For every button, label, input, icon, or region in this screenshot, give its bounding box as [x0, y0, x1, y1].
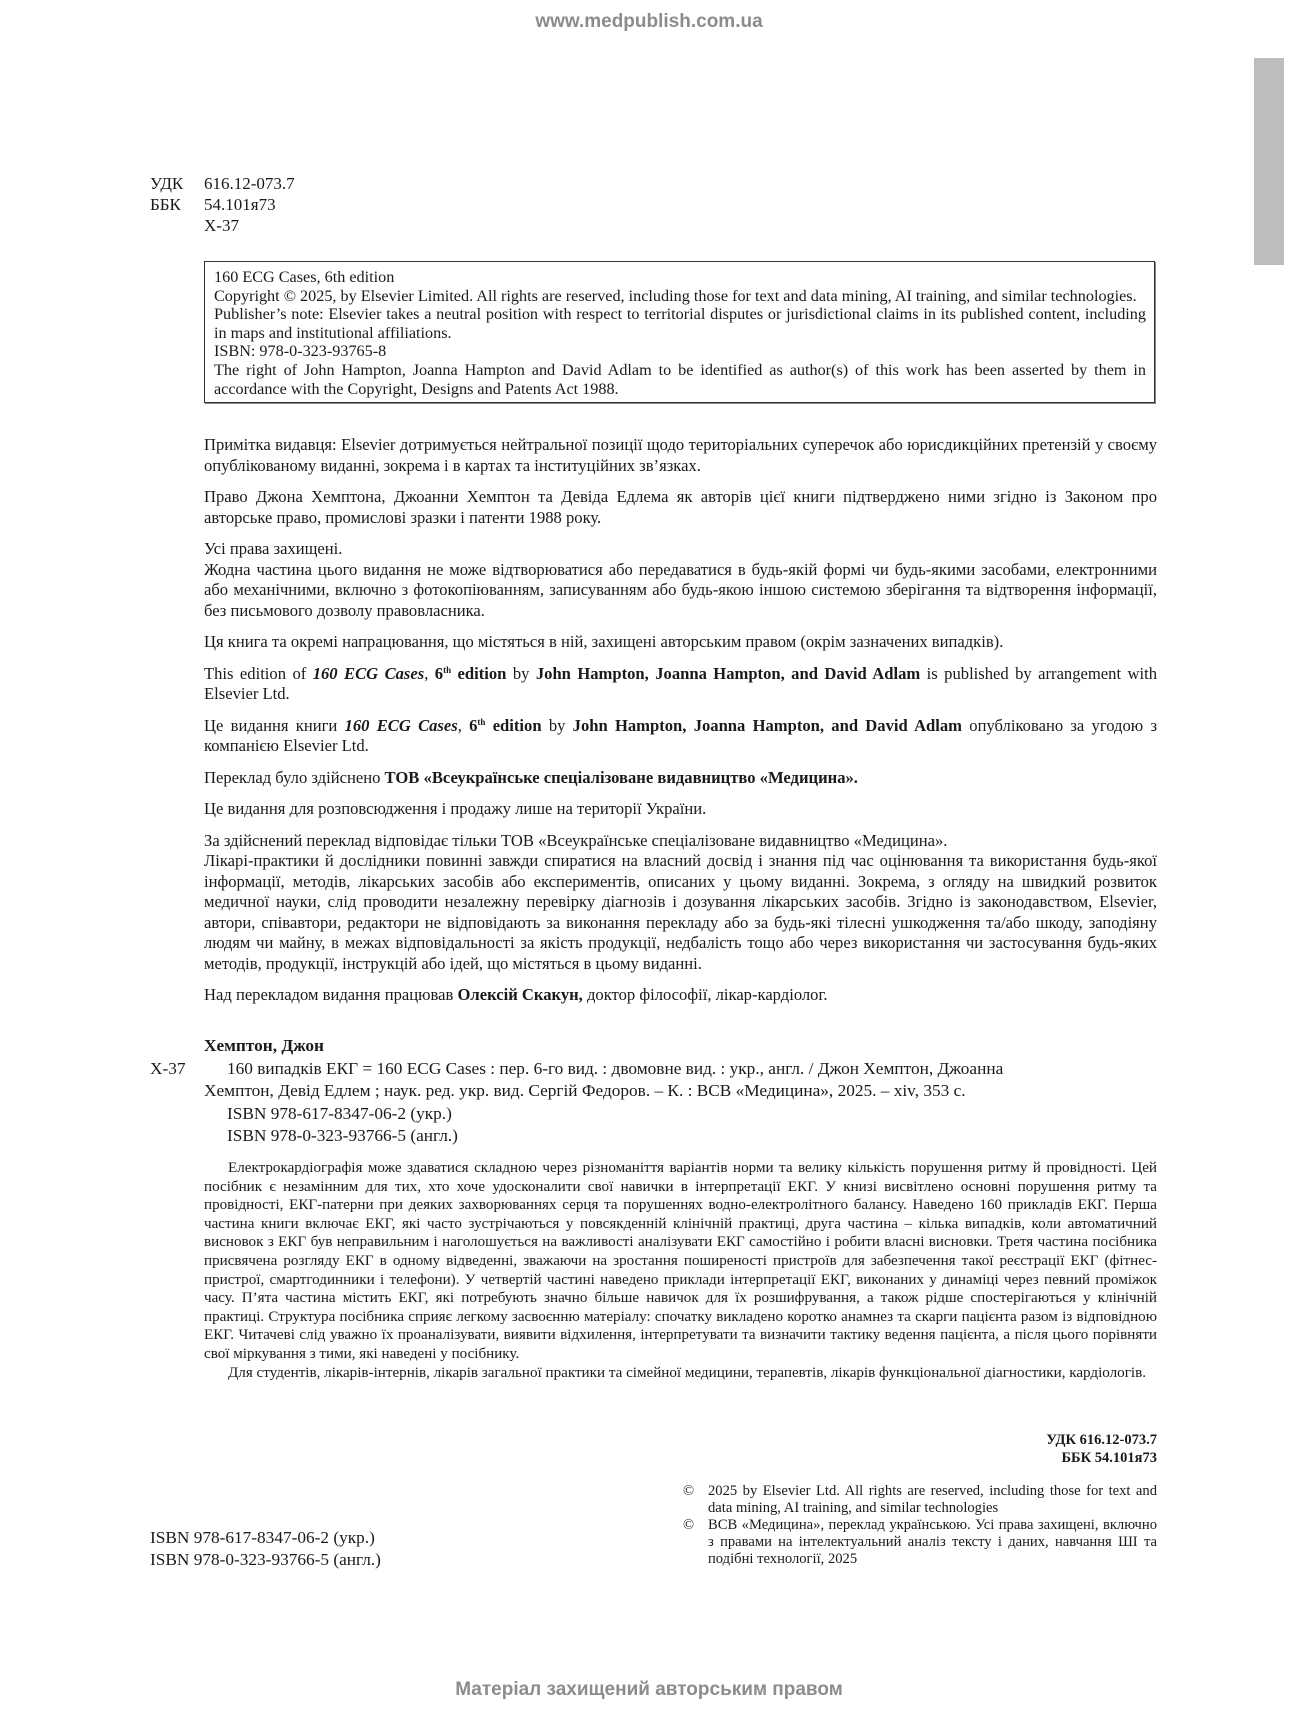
classification-right	[1046, 1431, 1157, 1467]
catalog-description-1: 160 випадків ЕКГ = 160 ECG Cases : пер. 6-го вид. : двомовне вид. : укр., англ. / Джон Хемптон, Джоанна	[227, 1058, 1004, 1078]
original-copyright-box	[204, 261, 1155, 403]
catalog-record	[150, 1035, 1157, 1148]
original-copyright: Copyright © 2025, by Elsevier Limited. All rights are reserved, including those for text and data mining, AI training, and similar technologies.	[214, 286, 1137, 305]
edition-en-by: by	[506, 663, 536, 683]
udk-value: 616.12-073.7	[204, 174, 295, 193]
rights-item-elsevier	[683, 1483, 1157, 1517]
rights-text-elsevier: 2025 by Elsevier Ltd. All rights are reserved, including those for text and data mining, AI training, and similar technologies	[708, 1483, 1157, 1516]
annotation-audience: Для студентів, лікарів-інтернів, лікарів загальної практики та сімейної медицини, терапевтів, лікарів функціональної діагностики, кардіологів.	[228, 1364, 1146, 1381]
bbk-value: 54.101я73	[204, 195, 276, 214]
edition-ua-title: 160 ECG Cases	[344, 715, 458, 735]
author-mark-value: Х-37	[204, 216, 239, 235]
bbk-row	[150, 194, 295, 215]
edition-en-comma: ,	[424, 663, 435, 683]
copyright-icon: ©	[683, 1516, 695, 1533]
publisher-note-ua: Примітка видавця: Elsevier дотримується нейтральної позиції щодо територіальних суперечок або юрисдикційних претензій у своєму опублікованому виданні, зокрема і в картах та інституційних зв’язках.	[204, 435, 1157, 475]
catalog-description-2: Хемптон, Девід Едлем ; наук. ред. укр. вид. Сергій Федоров. – К. : ВСВ «Медицина», 2025. – xiv, 353 с.	[204, 1081, 966, 1100]
isbn-ua: ISBN 978-617-8347-06-2 (укр.)	[150, 1528, 375, 1547]
edition-arrangement-en	[204, 664, 1157, 705]
no-reproduction-notice: Жодна частина цього видання не може відтворюватися або передаватися в будь-якій формі чи будь-якими засобами, електронними або механічними, включно з фотокопіюванням, записуванням або будь-якою іншою системою зберігання та відтворення інформації, без письмового дозволу правовласника.	[204, 559, 1157, 620]
translation-credit	[204, 768, 1157, 789]
edition-arrangement-ua	[204, 716, 1157, 757]
catalog-isbn-ua: ISBN 978-617-8347-06-2 (укр.)	[227, 1103, 452, 1123]
author-mark-label	[150, 215, 204, 236]
copyright-icon: ©	[683, 1483, 695, 1499]
edition-en-authors: John Hampton, Joanna Hampton, and David Adlam	[535, 663, 921, 683]
watermark-site-url: www.medpublish.com.ua	[535, 11, 763, 32]
edition-en-post: is published by arrangement with Elsevier Ltd.	[204, 663, 1158, 703]
edition-en-pre: This edition of	[204, 663, 313, 683]
classification-codes	[150, 173, 295, 236]
original-title: 160 ECG Cases, 6th edition	[214, 268, 395, 286]
translator-credit	[204, 985, 1157, 1006]
edition-en-title: 160 ECG Cases	[312, 663, 425, 683]
translation-org: ТОВ «Всеукраїнське спеціалізоване видавництво «Медицина».	[384, 767, 858, 787]
edition-ua-by: by	[541, 715, 573, 735]
original-author-rights: The right of John Hampton, Joanna Hampton and David Adlam to be identified as author(s) of this work has been asserted by them in accordance with the Copyright, Designs and Patents Act 1988.	[214, 360, 1146, 398]
all-rights-reserved: Усі права захищені.	[204, 539, 343, 558]
translator-pre: Над перекладом видання працював	[204, 985, 458, 1004]
translation-responsibility: За здійснений переклад відповідає тільки ТОВ «Всеукраїнське спеціалізоване видавництво «Медицина».	[204, 830, 948, 850]
udk-label: УДК	[150, 174, 184, 193]
legal-notices	[204, 435, 1157, 1017]
udk-row	[150, 173, 295, 194]
edition-ua-sup: th	[477, 716, 486, 727]
edition-ua-post: опубліковано за угодою з компанією Elsevier Ltd.	[204, 715, 1158, 755]
copyright-protection-notice: Ця книга та окремі напрацювання, що містяться в ній, захищені авторським правом (окрім зазначених випадків).	[204, 632, 1004, 651]
isbn-block	[150, 1527, 381, 1570]
book-annotation	[204, 1159, 1157, 1382]
edition-en-sup: th	[443, 664, 452, 675]
bbk-right: ББК 54.101я73	[1061, 1450, 1157, 1466]
distribution-notice: Це видання для розповсюдження і продажу лише на території України.	[204, 799, 707, 818]
original-publisher-note: Publisher’s note: Elsevier takes a neutral position with respect to territorial disputes or jurisdictional claims in its published content, including in maps and institutional affiliations.	[214, 305, 1146, 342]
rights-text-medytsyna: ВСВ «Медицина», переклад українською. Усі права захищені, включно з правами на інтелектуальний аналіз тексту і даних, навчання ШІ та подібні технології, 2025	[708, 1516, 1157, 1567]
catalog-line-1	[150, 1058, 1157, 1081]
edition-ua-authors: John Hampton, Joanna Hampton, and David Adlam	[572, 715, 963, 735]
annotation-main: Електрокардіографія може здаватися складною через різноманіття варіантів норми та велику кількість порушення ритму й провідності. Цей посібник є незамінним для тих, хто хоче удосконалити свої навички в інтерпретації ЕКГ. У книзі висвітлено основні порушення ритму та провідності, ЕКГ-патерни при деяких захворюваннях серця та порушеннях водно-електролітного балансу. Наведено 160 прикладів ЕКГ. Перша частина книги включає ЕКГ, які часто зустрічаються у повсякденній клінічній практиці, друга частина – кілька випадків, коли автоматичний висновок з ЕКГ був неправильним і наголошується на важливості аналізувати ЕКГ самостійно і робити власні висновки. Третя частина посібника присвячена розгляду ЕКГ в одному відведенні, зважаючи на зростання поширеності пристроїв для забезпечення такої реєстрації ЕКГ (фітнес-пристрої, смартгодинники і телефони). У четвертій частині наведено приклади інтерпретації ЕКГ, виконаних у динаміці через певний проміжок часу. П’ята частина містить ЕКГ, які потребують значно більше навичок для їх розшифрування, а також рідше спостерігаються у клінічній практиці. Структура посібника сприяє легкому засвоєнню матеріалу: спочатку викладено коротко анамнез та скарги пацієнта разом із відповідною ЕКГ. Читачеві слід уважно їх проаналізувати, виявити відхилення, інтерпретувати та визначити тактику ведення пацієнта, а після цього порівняти свої міркування з тими, які наведені у посібнику.	[204, 1160, 1157, 1362]
rights-item-medytsyna	[683, 1517, 1157, 1568]
edition-ua-word: edition	[485, 715, 542, 735]
udk-right: УДК 616.12-073.7	[1046, 1432, 1157, 1448]
catalog-author: Хемптон, Джон	[204, 1036, 324, 1055]
translation-pre: Переклад було здійснено	[204, 767, 385, 787]
edition-en-num: 6	[434, 663, 444, 683]
medical-disclaimer: Лікарі-практики й дослідники повинні завжди спиратися на власний досвід і знання під час оцінювання та використання будь-якої інформації, методів, лікарських засобів або експериментів, описаних у цьому виданні. Зокрема, з огляду на швидкий розвиток медичної науки, слід проводити незалежну перевірку діагнозів і дозування лікарських засобів. Згідно із законодавством, Elsevier, автори, співавтори, редактори не відповідають за виконання перекладу або за будь-які тілесні ушкодження та/або шкоду, заподіяну людям чи майну, в межах відповідальності за якість продукції, недбалість тощо або через використання чи застосування будь-яких методів, продукції, інструкцій або ідей, що містяться в цьому виданні.	[204, 851, 1157, 973]
isbn-en: ISBN 978-0-323-93766-5 (англ.)	[150, 1549, 381, 1569]
watermark-copyright-notice: Матеріал захищений авторським правом	[455, 1679, 843, 1700]
author-mark-row	[150, 215, 295, 236]
translator-name: Олексій Скакун,	[457, 985, 583, 1004]
edition-en-word: edition	[451, 663, 507, 683]
author-rights-ua: Право Джона Хемптона, Джоанни Хемптон та Девіда Едлема як авторів цієї книги підтверджено ними згідно із Законом про авторське право, промислові зразки і патенти 1988 року.	[204, 487, 1157, 527]
edition-ua-pre: Це видання книги	[204, 715, 345, 735]
translator-post: доктор філософії, лікар-кардіолог.	[582, 985, 828, 1004]
bbk-label: ББК	[150, 195, 181, 214]
catalog-isbn-en: ISBN 978-0-323-93766-5 (англ.)	[227, 1126, 458, 1145]
catalog-code: Х-37	[150, 1058, 186, 1078]
page-side-tab	[1254, 58, 1284, 265]
edition-ua-num: 6	[469, 715, 478, 735]
edition-ua-comma: ,	[457, 715, 470, 735]
rights-block	[683, 1483, 1157, 1568]
original-isbn: ISBN: 978-0-323-93765-8	[214, 342, 387, 361]
